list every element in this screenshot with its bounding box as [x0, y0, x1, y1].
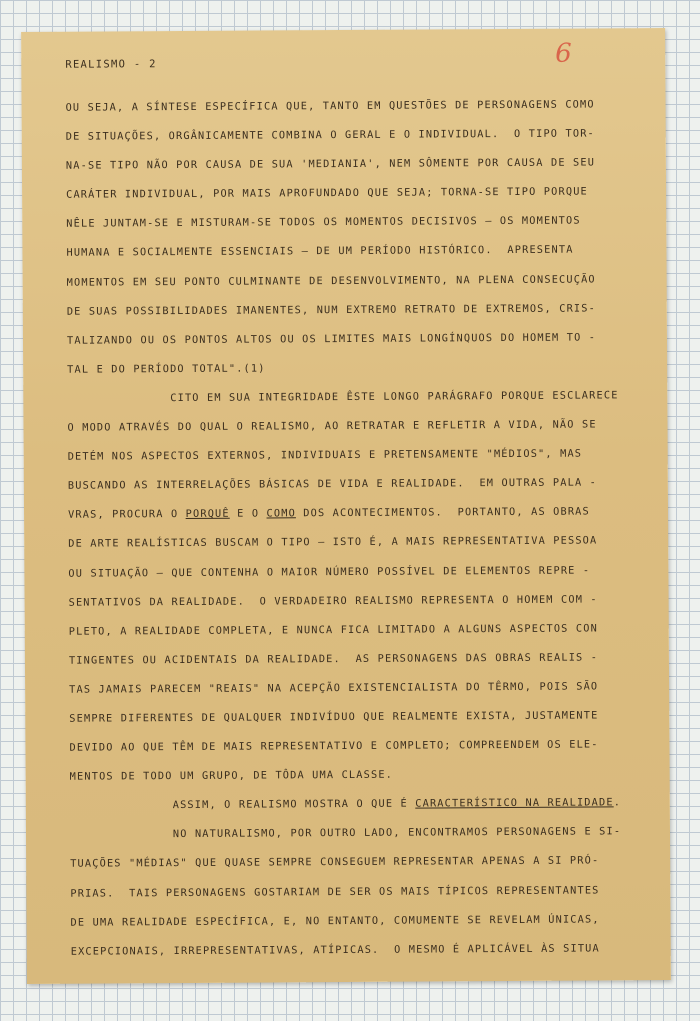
text-line: DE SITUAÇÕES, ORGÂNICAMENTE COMBINA O GERAL E O INDIVIDUAL. O TIPO TOR- — [65, 127, 595, 143]
text-line: TALIZANDO OU OS PONTOS ALTOS OU OS LIMITES MAIS LONGÍNQUOS DO HOMEM TO - — [66, 331, 597, 347]
underlined-phrase: CARACTERÍSTICO NA REALIDADE — [415, 796, 614, 810]
text-fragment: DOS ACONTECIMENTOS. PORTANTO, AS OBRAS — [295, 505, 590, 520]
text-line: CARÁTER INDIVIDUAL, POR MAIS APROFUNDADO QUE SEJA; TORNA-SE TIPO PORQUE — [66, 185, 588, 201]
text-line: BUSCANDO AS INTERRELAÇÕES BÁSICAS DE VIDA E REALIDADE. EM OUTRAS PALA - — [67, 476, 598, 492]
text-line — [68, 498, 628, 531]
text-line: DETÉM NOS ASPECTOS EXTERNOS, INDIVIDUAIS E PRETENSAMENTE "MÉDIOS", MAS — [67, 447, 583, 463]
text-line: O MODO ATRAVÉS DO QUAL O REALISMO, AO RETRATAR E REFLETIR A VIDA, NÃO SE — [67, 418, 597, 434]
text-line: HUMANA E SOCIALMENTE ESSENCIAIS — DE UM PERÍODO HISTÓRICO. APRESENTA — [66, 244, 574, 260]
text-line: NÊLE JUNTAM-SE E MISTURAM-SE TODOS OS MOMENTOS DECISIVOS — OS MOMENTOS — [66, 214, 581, 231]
text-fragment: E O — [229, 507, 267, 521]
underlined-word: COMO — [266, 507, 296, 520]
text-line: DE SUAS POSSIBILIDADES IMANENTES, NUM EXTREMO RETRATO DE EXTREMOS, CRIS- — [66, 302, 596, 318]
text-line: MENTOS DE TODO UM GRUPO, DE TÔDA UMA CLASSE. — [69, 768, 394, 783]
text-line: PRIAS. TAIS PERSONAGENS GOSTARIAM DE SER OS MAIS TÍPICOS REPRESENTANTES — [70, 883, 600, 900]
underlined-word: PORQUÊ — [185, 508, 230, 521]
text-fragment: VRAS, PROCURA O — [68, 508, 186, 522]
text-line: TAS JAMAIS PARECEM "REAIS" NA ACEPÇÃO EXISTENCIALISTA DO TÊRMO, POIS SÃO — [69, 680, 599, 696]
text-fragment: . — [613, 796, 622, 809]
typewritten-page — [21, 28, 671, 984]
handwritten-page-number: 6 — [555, 38, 572, 69]
text-line: EXCEPCIONAIS, IRREPRESENTATIVAS, ATÍPICAS. O MESMO É APLICÁVEL ÀS SITUA — [70, 942, 600, 958]
text-line: TAL E DO PERÍODO TOTAL".(1) — [67, 362, 266, 376]
text-line: TUAÇÕES "MÉDIAS" QUE QUASE SEMPRE CONSEGUEM REPRESENTAR APENAS A SI PRÓ- — [70, 854, 600, 871]
text-line: DE UMA REALIDADE ESPECÍFICA, E, NO ENTANTO, COMUMENTE SE REVELAM ÚNICAS, — [70, 913, 600, 929]
body-text — [65, 90, 630, 966]
text-line: OU SITUAÇÃO — QUE CONTENHA O MAIOR NÚMERO POSSÍVEL DE ELEMENTOS REPRE - — [68, 564, 591, 580]
text-line: TINGENTES OU ACIDENTAIS DA REALIDADE. AS PERSONAGENS DAS OBRAS REALIS - — [68, 651, 599, 667]
text-line: MOMENTOS EM SEU PONTO CULMINANTE DE DESENVOLVIMENTO, NA PLENA CONSECUÇÃO — [66, 273, 596, 289]
text-line: SENTATIVOS DA REALIDADE. O VERDADEIRO REALISMO REPRESENTA O HOMEM COM - — [68, 593, 598, 609]
page-header: REALISMO - 2 — [65, 58, 157, 71]
text-line: SEMPRE DIFERENTES DE QUALQUER INDIVÍDUO QUE REALMENTE EXISTA, JUSTAMENTE — [69, 709, 599, 725]
text-line — [70, 789, 630, 822]
text-line: PLETO, A REALIDADE COMPLETA, E NUNCA FICA LIMITADO A ALGUNS ASPECTOS CON — [68, 622, 598, 638]
text-line: DEVIDO AO QUE TÊM DE MAIS REPRESENTATIVO E COMPLETO; COMPREENDEM OS ELE- — [69, 738, 599, 754]
text-line: DE ARTE REALÍSTICAS BUSCAM O TIPO — ISTO É, A MAIS REPRESENTATIVA PESSOA — [68, 534, 598, 551]
text-line: NA-SE TIPO NÃO POR CAUSA DE SUA 'MEDIANIA', NEM SÔMENTE POR CAUSA DE SEU — [65, 156, 596, 172]
text-line: CITO EM SUA INTEGRIDADE ÊSTE LONGO PARÁGRAFO PORQUE ESCLARECE — [67, 389, 619, 405]
text-line: NO NATURALISMO, POR OUTRO LADO, ENCONTRAMOS PERSONAGENS E SI- — [69, 825, 622, 842]
text-fragment: ASSIM, O REALISMO MOSTRA O QUE É — [69, 797, 416, 812]
text-line: OU SEJA, A SÍNTESE ESPECÍFICA QUE, TANTO EM QUESTÕES DE PERSONAGENS COMO — [65, 98, 595, 114]
